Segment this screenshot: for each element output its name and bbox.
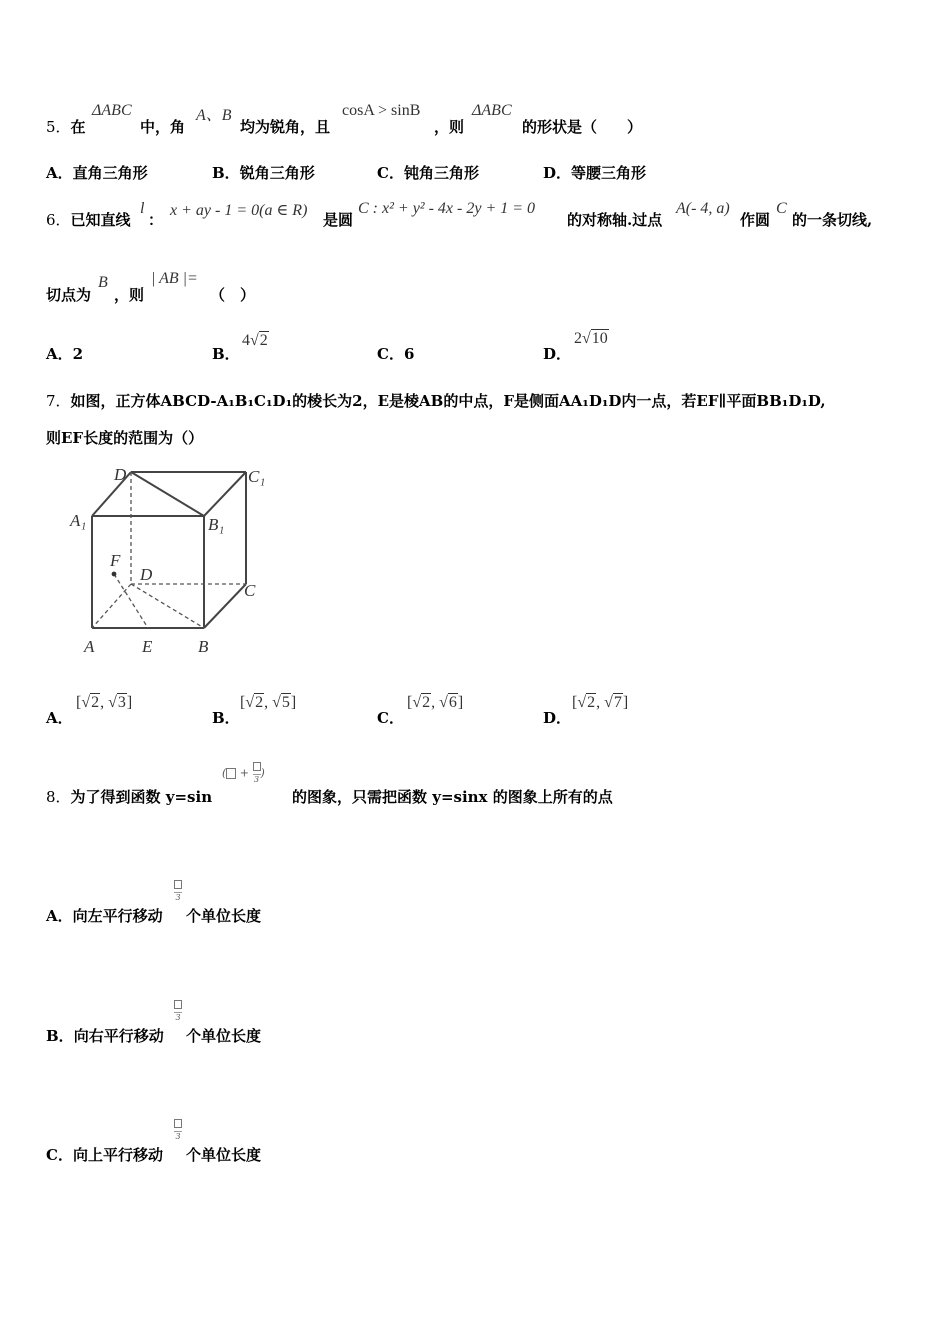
- q6-text-3: 是圆: [323, 211, 354, 229]
- option-letter: A．: [46, 907, 73, 925]
- q6-math-circle-eq: C : x² + y² - 4x - 2y + 1 = 0: [358, 200, 536, 217]
- q8-text-1: 为了得到函数 y=sin: [70, 788, 213, 806]
- radicand: 2: [259, 332, 268, 349]
- edge-d1b1: [131, 472, 204, 516]
- q6-text-2: ：: [148, 211, 164, 229]
- option-letter: D．: [543, 164, 572, 182]
- q6-math-point-a: A(- 4, a): [676, 200, 730, 217]
- label-a1: A₁: [70, 511, 87, 530]
- q7-stem-line-2: 则EF长度的范围为（）: [46, 429, 204, 447]
- option-text: 6: [403, 345, 415, 363]
- fraction-denominator: 3: [175, 893, 181, 902]
- fraction-top: [174, 880, 182, 892]
- option-text: 直角三角形: [72, 164, 148, 182]
- option-text-pre: 向右平行移动: [73, 1027, 164, 1045]
- option-text: 等腰三角形: [571, 164, 647, 182]
- q8-function-arg: ( + 3 ): [222, 762, 265, 785]
- q5-text-2: 中，角: [140, 118, 186, 136]
- fraction-denominator: 3: [175, 1013, 181, 1022]
- coefficient: 2: [574, 330, 582, 347]
- range-low: 2: [422, 694, 431, 711]
- q6-text-4: 的对称轴.过点: [567, 211, 663, 229]
- placeholder-glyph-icon: [226, 768, 236, 779]
- q6-number: 6．: [46, 211, 71, 229]
- q5-math-triangle: ΔABC: [92, 102, 132, 119]
- range-low: 2: [587, 694, 596, 711]
- q7-number: 7．: [46, 392, 71, 410]
- q8-stem-start: [46, 786, 212, 807]
- placeholder-glyph-icon: [174, 1000, 182, 1009]
- q6-math-b: B: [98, 274, 108, 291]
- placeholder-glyph-icon: [174, 1119, 182, 1128]
- edge-db: [131, 584, 204, 628]
- q7-option-a[interactable]: [46, 707, 73, 728]
- q6-text-5: 作圆: [740, 211, 771, 229]
- option-letter: D．: [543, 709, 572, 727]
- fraction: [174, 880, 182, 903]
- label-d1: D: [114, 465, 127, 484]
- option-letter: C．: [377, 345, 404, 363]
- point-f: [112, 572, 117, 577]
- close-paren: ): [260, 766, 265, 780]
- q6-text-1: 已知直线: [70, 211, 131, 229]
- q6-option-d[interactable]: [543, 343, 571, 364]
- q7-text-1: 如图，正方体ABCD-A₁B₁C₁D₁的棱长为2，E是棱AB的中点，F是侧面AA₁D₁D内一点，若EF∥平面BB₁D₁D,: [70, 392, 826, 410]
- option-text: 钝角三角形: [403, 164, 479, 182]
- q6-option-b-value: 4√2: [242, 332, 268, 349]
- option-letter: B．: [212, 709, 240, 727]
- option-letter: C．: [377, 164, 404, 182]
- option-letter: B．: [212, 164, 240, 182]
- option-text: 2: [72, 345, 84, 363]
- placeholder-glyph-icon: [253, 762, 261, 771]
- q5-option-c[interactable]: [377, 162, 479, 183]
- q8-option-a-fraction: [174, 880, 182, 903]
- q6-option-b[interactable]: [212, 343, 240, 364]
- q6-text-8: ，则: [114, 286, 145, 304]
- q8-option-c-fraction: [174, 1119, 182, 1142]
- q5-math-angles: A、B: [196, 107, 232, 124]
- range-high: 3: [117, 694, 126, 711]
- q8-text-2: 的图象，只需把函数 y=sinx 的图象上所有的点: [292, 788, 613, 806]
- edge-da: [92, 584, 131, 628]
- option-letter: A．: [46, 709, 73, 727]
- open-paren: (: [222, 766, 227, 780]
- q8-option-a[interactable]: [46, 905, 163, 926]
- fraction-top: [174, 1000, 182, 1012]
- q8-option-a-post: 个单位长度: [186, 907, 262, 925]
- label-c1: C₁: [248, 467, 266, 486]
- q6-option-d-value: 2√10: [574, 330, 608, 347]
- q5-option-d[interactable]: [543, 162, 646, 183]
- placeholder-glyph-icon: [174, 880, 182, 889]
- q8-option-b-fraction: [174, 1000, 182, 1023]
- option-letter: A．: [46, 345, 73, 363]
- q6-option-a[interactable]: [46, 343, 83, 364]
- range-high: 7: [613, 694, 622, 711]
- option-letter: C．: [377, 709, 404, 727]
- option-text-pre: 向上平行移动: [72, 1146, 163, 1164]
- range-low: 2: [255, 694, 264, 711]
- edge-bc: [204, 584, 246, 628]
- q8-option-b[interactable]: [46, 1025, 164, 1046]
- fraction: [253, 762, 261, 785]
- q7-option-a-range: [√2, √3]: [76, 694, 133, 711]
- q7-option-d[interactable]: [543, 707, 571, 728]
- label-b: B: [198, 637, 209, 656]
- q5-number: 5．: [46, 118, 71, 136]
- q6-text-7: 切点为: [46, 286, 92, 304]
- range-high: 5: [281, 694, 290, 711]
- option-letter: B．: [46, 1027, 74, 1045]
- option-text: 锐角三角形: [239, 164, 315, 182]
- q8-option-b-post: 个单位长度: [186, 1027, 262, 1045]
- q7-option-c[interactable]: [377, 707, 404, 728]
- q5-option-b[interactable]: [212, 162, 315, 183]
- label-f: F: [110, 551, 121, 570]
- fraction-top: [174, 1119, 182, 1131]
- q5-option-a[interactable]: [46, 162, 148, 183]
- fraction-denominator: 3: [175, 1132, 181, 1141]
- label-c: C: [244, 581, 256, 600]
- q5-math-condition: cosA > sinB: [342, 102, 421, 119]
- option-letter: A．: [46, 164, 73, 182]
- q5-text-3: 均为锐角，且: [240, 118, 331, 136]
- option-text-pre: 向左平行移动: [72, 907, 163, 925]
- q6-option-c[interactable]: [377, 343, 414, 364]
- label-b1: B₁: [208, 515, 225, 534]
- q5-text-1: 在: [70, 118, 86, 136]
- q7-option-b-range: [√2, √5]: [240, 694, 297, 711]
- fraction-top: [253, 762, 261, 774]
- cube-figure: [64, 456, 290, 662]
- fraction-denominator: 3: [253, 775, 260, 784]
- fraction: [174, 1119, 182, 1142]
- q6-math-ab: | AB |=: [151, 270, 198, 287]
- option-letter: D．: [543, 345, 572, 363]
- label-a: A: [84, 637, 95, 656]
- q6-text-9: （ ）: [210, 286, 256, 304]
- range-low: 2: [91, 694, 100, 711]
- q7-option-d-range: [√2, √7]: [572, 694, 629, 711]
- q8-option-c-post: 个单位长度: [186, 1146, 262, 1164]
- radicand: 10: [591, 330, 608, 347]
- q8-number: 8．: [46, 788, 71, 806]
- edge-c1b1: [204, 472, 246, 516]
- q5-math-triangle-2: ΔABC: [472, 102, 512, 119]
- coefficient: 4: [242, 332, 250, 349]
- q7-option-c-range: [√2, √6]: [407, 694, 464, 711]
- q6-math-line-l: l: [140, 200, 145, 217]
- range-high: 6: [448, 694, 457, 711]
- label-e: E: [142, 637, 153, 656]
- q6-math-line-eq: x + ay - 1 = 0(a ∈ R): [170, 202, 308, 219]
- q7-stem-line-1: [46, 390, 826, 411]
- q6-math-c: C: [776, 200, 787, 217]
- q5-text-4: ，则: [434, 118, 465, 136]
- q8-option-c[interactable]: [46, 1144, 163, 1165]
- option-letter: B．: [212, 345, 240, 363]
- label-d: D: [140, 565, 153, 584]
- fraction: [174, 1000, 182, 1023]
- q7-option-b[interactable]: [212, 707, 240, 728]
- q5-stem: [46, 116, 86, 137]
- q5-text-5: 的形状是（ ）: [522, 118, 643, 136]
- option-letter: C．: [46, 1146, 73, 1164]
- q6-text-6: 的一条切线,: [792, 211, 873, 229]
- q6-stem-start: [46, 209, 131, 230]
